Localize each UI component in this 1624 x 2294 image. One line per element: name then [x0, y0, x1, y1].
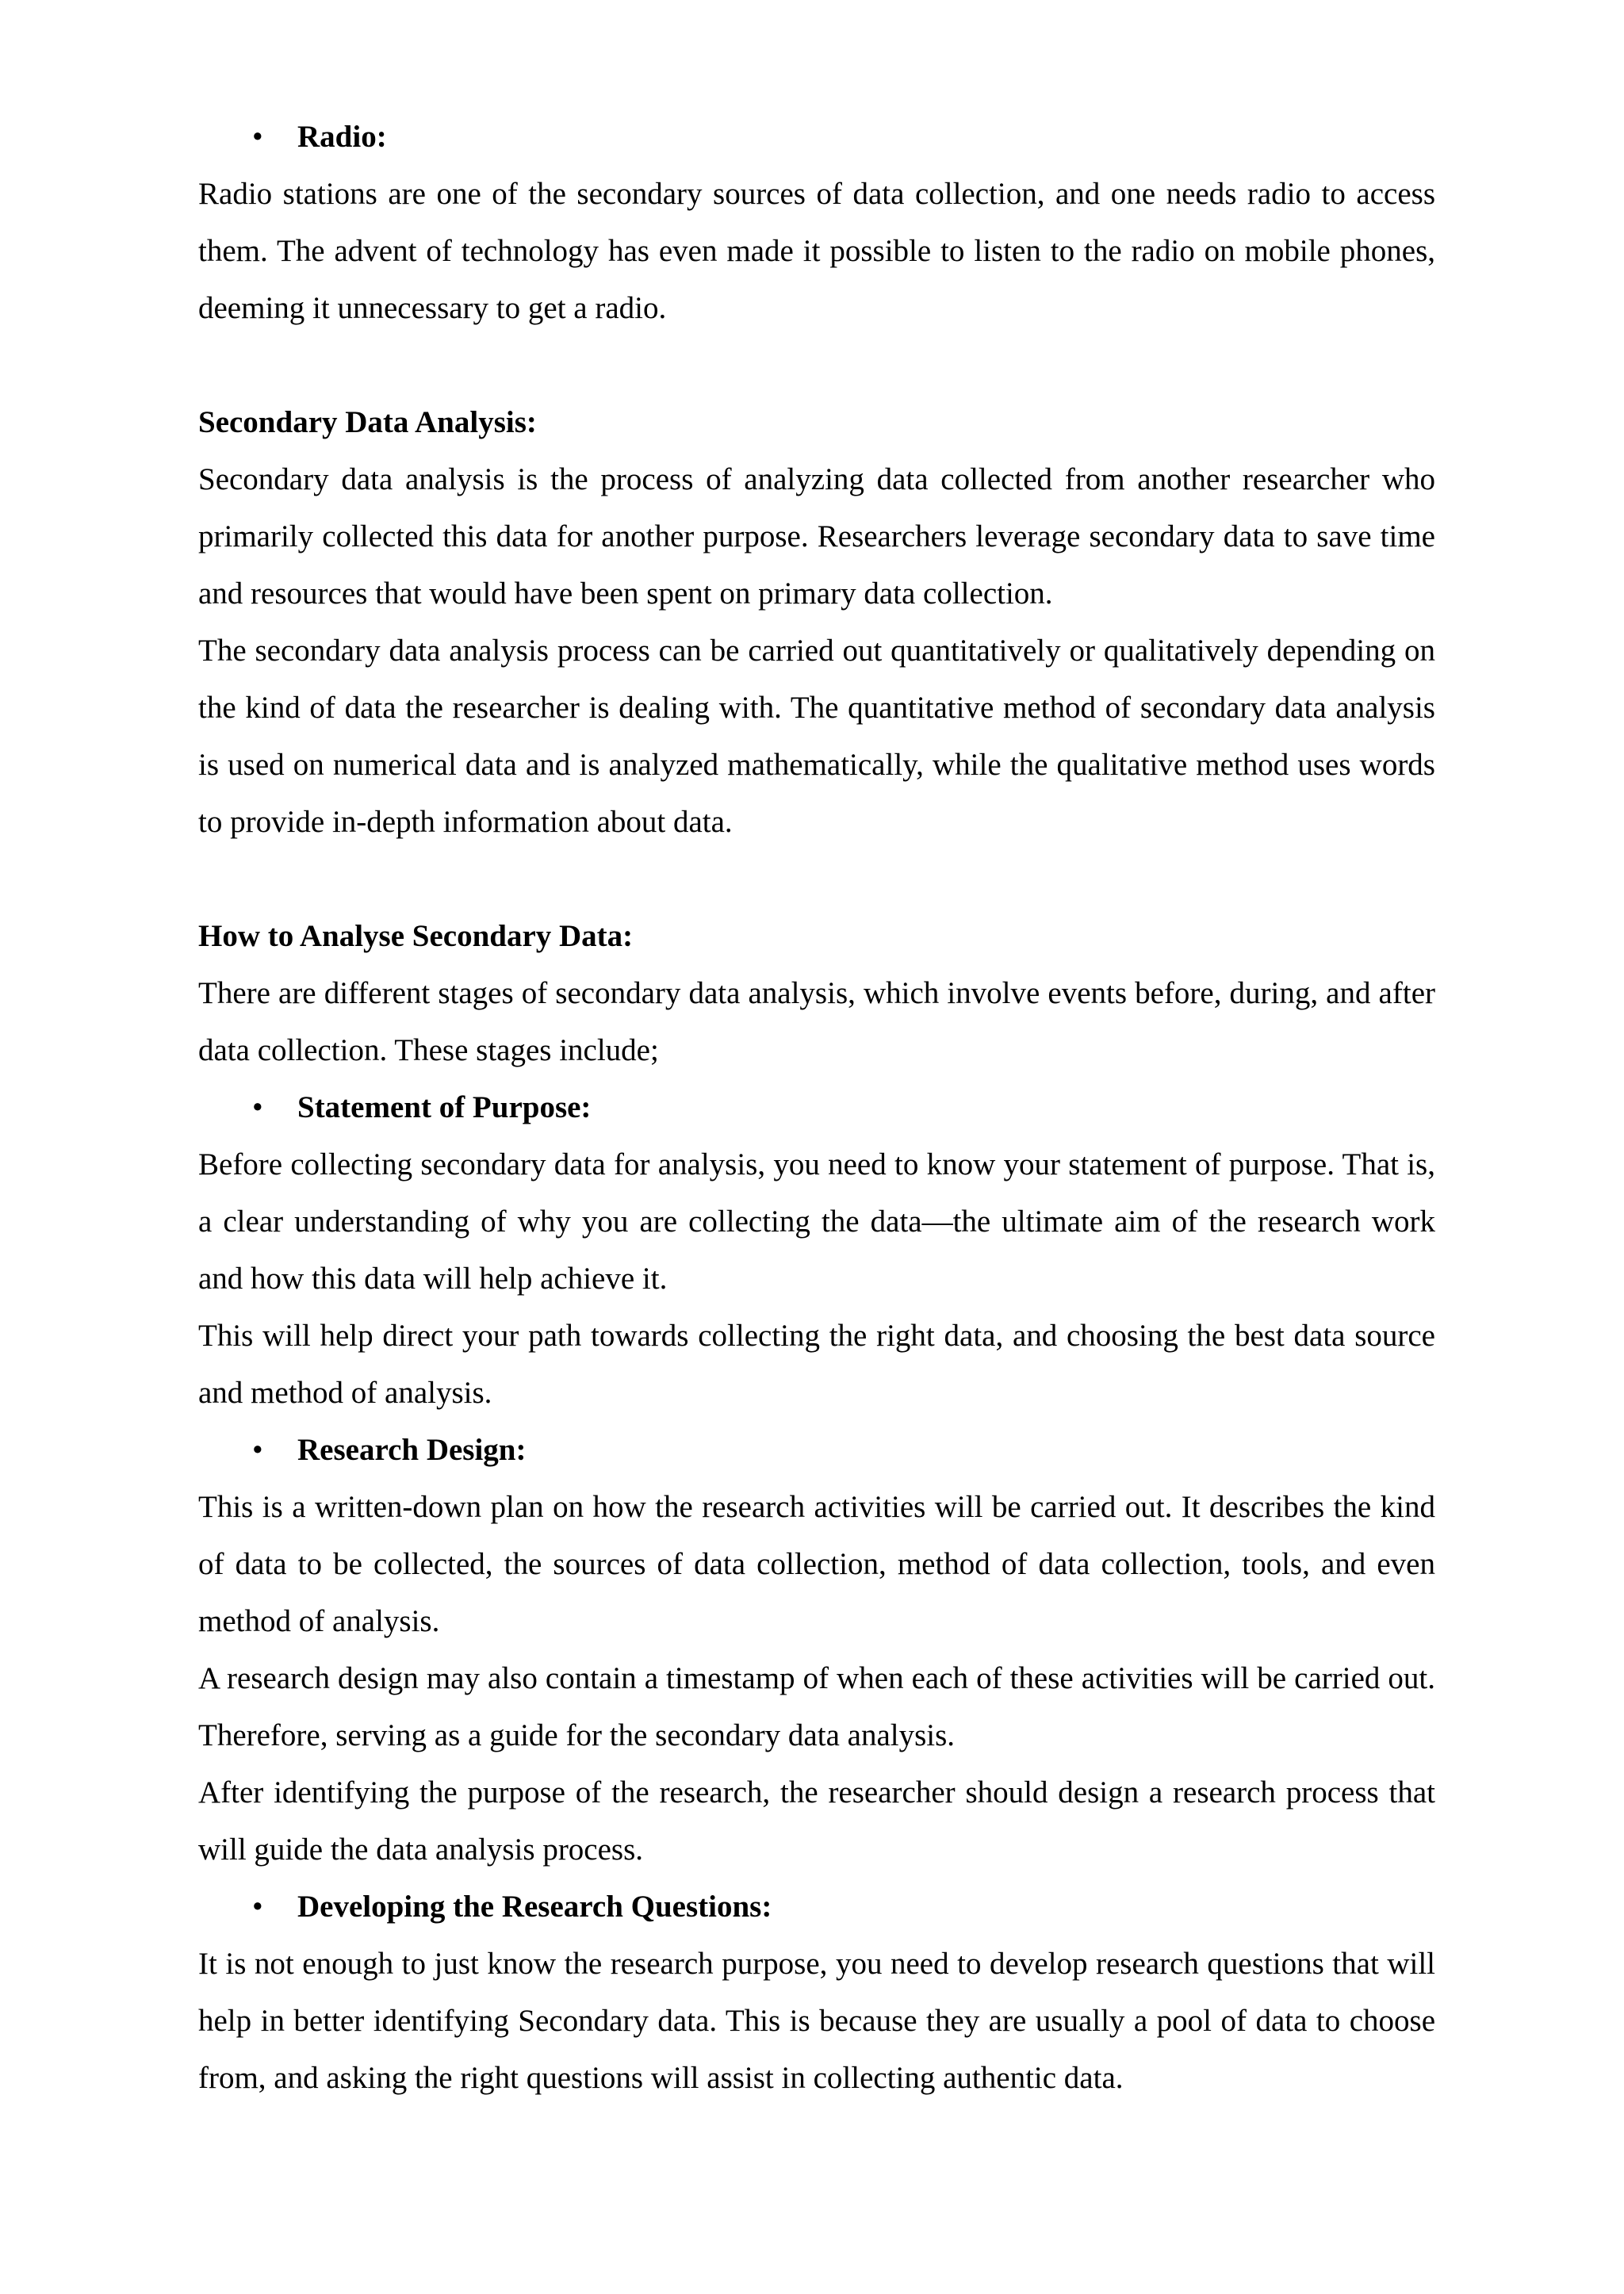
how-paragraph-1: There are different stages of secondary data analysis, which involve events before, during, and after data collection. These stages include; — [198, 976, 1435, 1067]
radio-paragraph: Radio stations are one of the secondary sources of data collection, and one needs radio to access them. The advent of technology has even made it possible to listen to the radio on mobile phones, deeming it unnecessary to get a radio. — [198, 177, 1435, 325]
heading-secondary-data-analysis: Secondary Data Analysis: — [198, 405, 537, 439]
bullet-dot-icon: • — [252, 1433, 263, 1467]
spacer — [198, 851, 1435, 908]
design-paragraph-3: After identifying the purpose of the research, the researcher should design a research process that will guide the data analysis process. — [198, 1775, 1435, 1867]
purpose-paragraph-2: This will help direct your path towards collecting the right data, and choosing the best data source and method of analysis. — [198, 1319, 1435, 1410]
bullet-dot-icon: • — [252, 1090, 263, 1124]
bullet-research-questions — [198, 1878, 1435, 1936]
heading-how-to-analyse: How to Analyse Secondary Data: — [198, 919, 634, 953]
bullet-dot-icon: • — [252, 120, 263, 154]
questions-paragraph-1: It is not enough to just know the research purpose, you need to develop research questions that will help in better identifying Secondary data. This is because they are usually a pool of data to choose from, and asking the right questions will assist in collecting authentic data. — [198, 1947, 1435, 2095]
bullet-design-label: Research Design: — [297, 1433, 527, 1467]
sda-paragraph-2: The secondary data analysis process can be carried out quantitatively or qualitatively depending on the kind of data the researcher is dealing with. The quantitative method of secondary data analysis is used on numerical data and is analyzed mathematically, while the qualitative method uses words to provide in-depth information about data. — [198, 634, 1435, 839]
bullet-radio — [198, 109, 1435, 166]
bullet-statement-of-purpose — [198, 1079, 1435, 1136]
bullet-radio-label: Radio: — [297, 120, 387, 154]
design-paragraph-2: A research design may also contain a timestamp of when each of these activities will be carried out. Therefore, serving as a guide for the secondary data analysis. — [198, 1661, 1435, 1752]
spacer — [198, 337, 1435, 394]
bullet-questions-label: Developing the Research Questions: — [297, 1890, 772, 1924]
bullet-dot-icon: • — [252, 1890, 263, 1924]
design-paragraph-1: This is a written-down plan on how the research activities will be carried out. It describes the kind of data to be collected, the sources of data collection, method of data collection, tools, and even method of analysis. — [198, 1490, 1435, 1638]
sda-paragraph-1: Secondary data analysis is the process of analyzing data collected from another researcher who primarily collected this data for another purpose. Researchers leverage secondary data to save time and resources that would have been spent on primary data collection. — [198, 462, 1435, 611]
bullet-purpose-label: Statement of Purpose: — [297, 1090, 592, 1124]
purpose-paragraph-1: Before collecting secondary data for analysis, you need to know your statement of purpose. That is, a clear understanding of why you are collecting the data—the ultimate aim of the research work and how this data will help achieve it. — [198, 1147, 1435, 1296]
bullet-research-design — [198, 1422, 1435, 1479]
page-content — [198, 109, 1435, 2107]
